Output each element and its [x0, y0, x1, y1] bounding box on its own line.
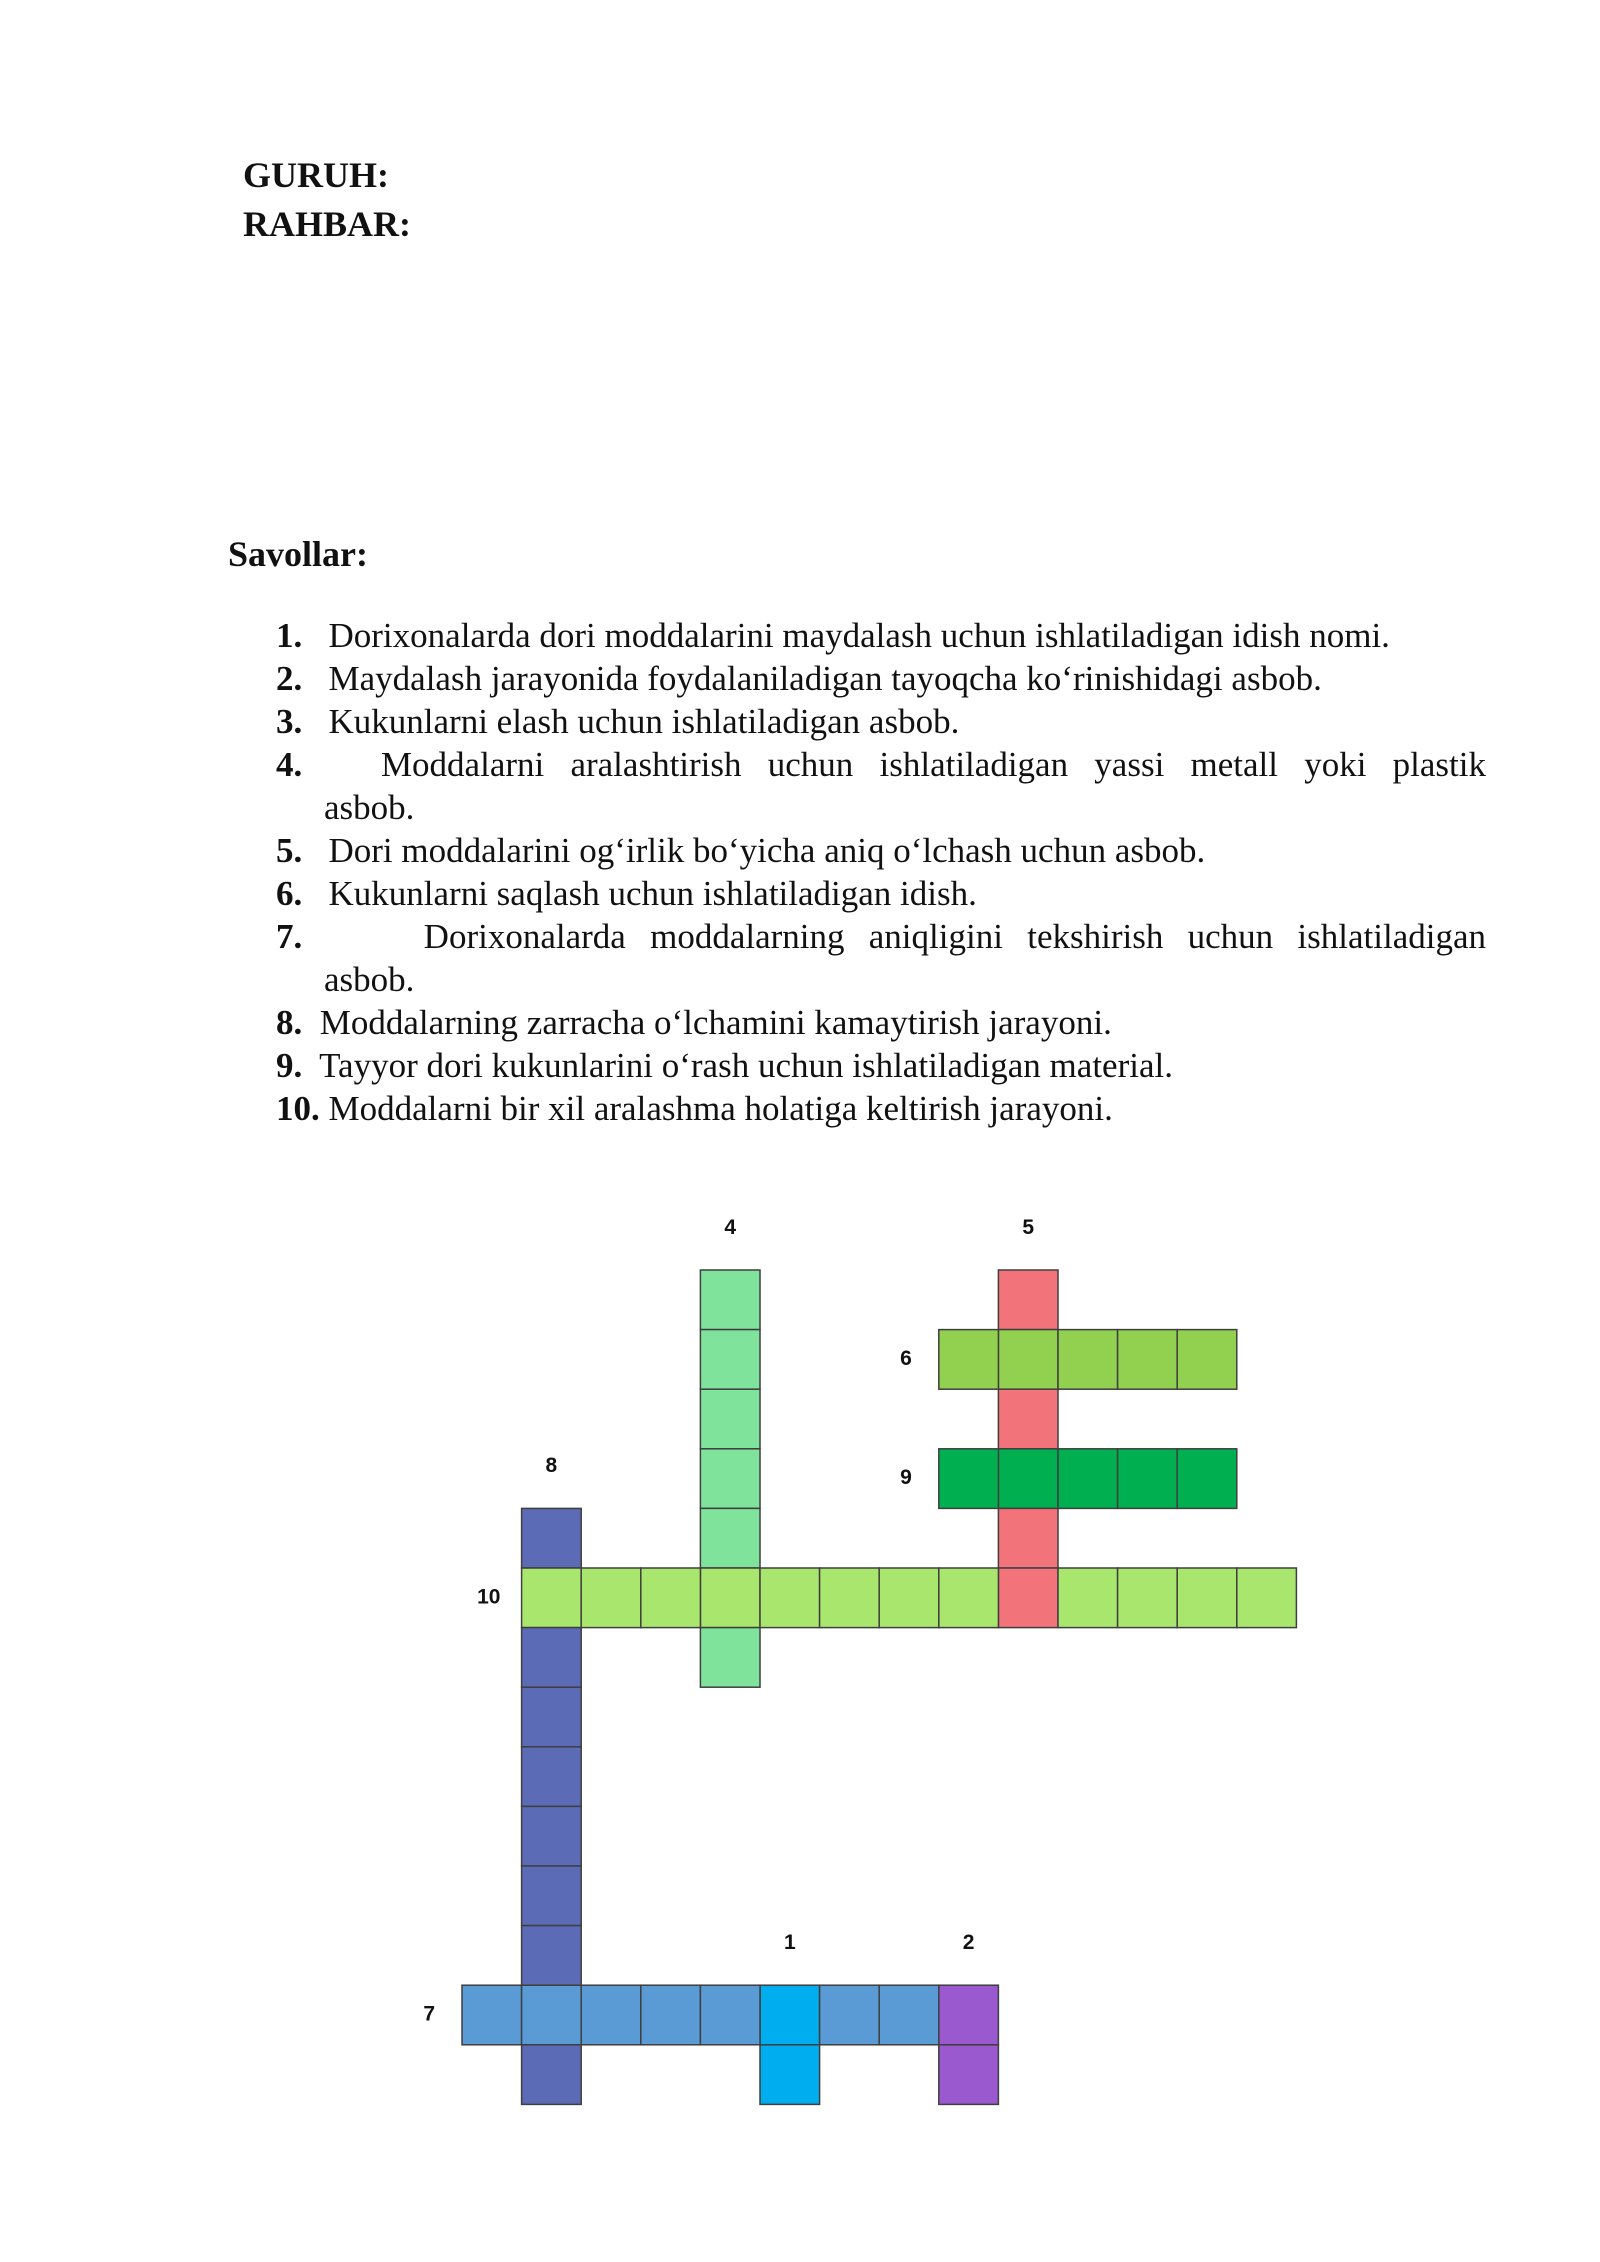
crossword-cell[interactable] — [760, 1985, 820, 2045]
crossword-clue-number: 6 — [900, 1346, 912, 1370]
question-text: Moddalarni bir xil aralashma holatiga keltirish jarayoni. — [328, 1089, 1113, 1128]
crossword-cell[interactable] — [939, 2045, 999, 2105]
crossword-clue-number: 1 — [783, 1931, 796, 1955]
crossword-cell[interactable] — [522, 1687, 582, 1747]
crossword-cell[interactable] — [939, 1985, 999, 2045]
crossword-clue-number: 7 — [423, 2002, 436, 2026]
crossword-cell[interactable] — [998, 1330, 1058, 1390]
crossword-cell[interactable] — [998, 1449, 1058, 1509]
question-text: Maydalash jarayonida foydalaniladigan tayoqcha ko‘rinishidagi asbob. — [328, 659, 1322, 698]
crossword-cell[interactable] — [1118, 1330, 1178, 1390]
crossword-cell[interactable] — [700, 1568, 760, 1628]
crossword-cell[interactable] — [522, 1806, 582, 1866]
crossword-cell[interactable] — [641, 1568, 701, 1628]
crossword-cell[interactable] — [1058, 1449, 1118, 1509]
crossword-cell[interactable] — [700, 1508, 760, 1568]
crossword-cell[interactable] — [998, 1568, 1058, 1628]
crossword-cell[interactable] — [700, 1985, 760, 2045]
question-number: 6. — [276, 874, 303, 913]
crossword-cell[interactable] — [581, 1568, 641, 1628]
question-number: 3. — [276, 702, 303, 741]
crossword-cell[interactable] — [760, 1568, 820, 1628]
question-text: Moddalarning zarracha o‘lchamini kamaytirish jarayoni. — [319, 1003, 1112, 1042]
question-text-continued: asbob. — [324, 960, 415, 999]
crossword-clue-number: 8 — [545, 1454, 558, 1478]
crossword-cell[interactable] — [879, 1985, 939, 2045]
crossword-cell[interactable] — [641, 1985, 701, 2045]
crossword-cell[interactable] — [522, 1508, 582, 1568]
crossword-cell[interactable] — [820, 1568, 880, 1628]
group-label: GURUH: — [243, 155, 389, 195]
crossword-cell[interactable] — [1237, 1568, 1297, 1628]
crossword-cell[interactable] — [760, 2045, 820, 2105]
crossword-cell[interactable] — [700, 1389, 760, 1449]
question-number: 1. — [276, 616, 303, 655]
question-text: Tayyor dori kukunlarini o‘rash uchun ishlatiladigan material. — [319, 1046, 1173, 1085]
crossword-cell[interactable] — [522, 2045, 582, 2105]
question-text: Dorixonalarda moddalarning aniqligini tekshirish uchun ishlatiladigan — [423, 917, 1486, 956]
crossword-clue-number: 10 — [477, 1585, 501, 1609]
crossword-cell[interactable] — [939, 1449, 999, 1509]
crossword-cell[interactable] — [522, 1985, 582, 2045]
crossword-cell[interactable] — [522, 1747, 582, 1807]
crossword-clue-number: 4 — [724, 1215, 737, 1239]
crossword-cell[interactable] — [939, 1330, 999, 1390]
crossword-cell[interactable] — [1177, 1568, 1237, 1628]
crossword-cell[interactable] — [700, 1628, 760, 1688]
crossword-cell[interactable] — [581, 1985, 641, 2045]
crossword-cell[interactable] — [522, 1568, 582, 1628]
question-text-continued: asbob. — [324, 788, 415, 827]
crossword-cell[interactable] — [1058, 1330, 1118, 1390]
crossword-clue-number: 9 — [900, 1466, 912, 1490]
question-text: Kukunlarni elash uchun ishlatiladigan asbob. — [328, 702, 960, 741]
question-number: 5. — [276, 831, 303, 870]
question-number: 4. — [276, 745, 303, 784]
crossword-cell[interactable] — [1177, 1449, 1237, 1509]
crossword-cell[interactable] — [700, 1330, 760, 1390]
question-number: 8. — [276, 1003, 303, 1042]
crossword-cell[interactable] — [1118, 1449, 1178, 1509]
crossword-cell[interactable] — [879, 1568, 939, 1628]
crossword-cell[interactable] — [700, 1449, 760, 1509]
question-number: 7. — [276, 917, 303, 956]
crossword-cell[interactable] — [522, 1866, 582, 1926]
crossword-cell[interactable] — [1058, 1568, 1118, 1628]
question-number: 10. — [276, 1089, 320, 1128]
crossword-cell[interactable] — [462, 1985, 522, 2045]
crossword-cell[interactable] — [820, 1985, 880, 2045]
crossword-cell[interactable] — [998, 1389, 1058, 1449]
crossword-cell[interactable] — [1118, 1568, 1178, 1628]
crossword-clue-number: 2 — [962, 1931, 975, 1955]
question-number: 2. — [276, 659, 303, 698]
crossword-cell[interactable] — [522, 1628, 582, 1688]
question-text: Moddalarni aralashtirish uchun ishlatiladigan yassi metall yoki plastik — [380, 745, 1487, 784]
leader-label: RAHBAR: — [243, 204, 411, 244]
question-text: Dorixonalarda dori moddalarini maydalash uchun ishlatiladigan idish nomi. — [328, 616, 1390, 655]
crossword-cell[interactable] — [998, 1508, 1058, 1568]
questions-heading: Savollar: — [228, 534, 368, 574]
crossword-cell[interactable] — [998, 1270, 1058, 1330]
question-number: 9. — [276, 1046, 303, 1085]
question-text: Dori moddalarini og‘irlik bo‘yicha aniq o‘lchash uchun asbob. — [328, 831, 1206, 870]
crossword-cell[interactable] — [522, 1926, 582, 1986]
question-text: Kukunlarni saqlash uchun ishlatiladigan idish. — [328, 874, 977, 913]
crossword-cell[interactable] — [939, 1568, 999, 1628]
crossword-cell[interactable] — [1177, 1330, 1237, 1390]
crossword-cell[interactable] — [700, 1270, 760, 1330]
crossword-clue-number: 5 — [1022, 1215, 1035, 1239]
